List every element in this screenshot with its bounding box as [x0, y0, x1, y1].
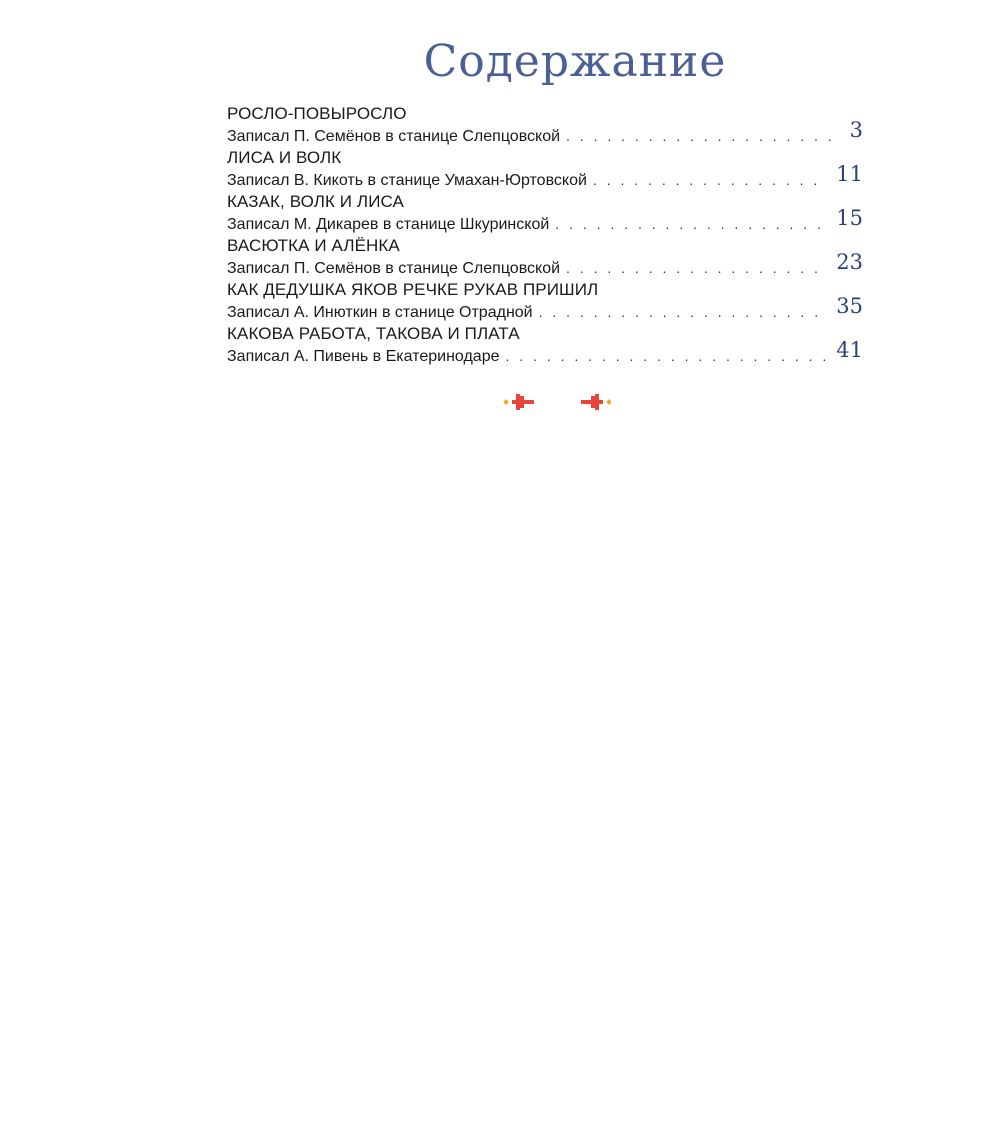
dot-leader	[506, 346, 827, 366]
entry-line	[227, 206, 863, 235]
toc-entry[interactable]	[227, 192, 863, 236]
ornament-right-icon	[581, 391, 611, 413]
entry-line	[227, 162, 863, 191]
entry-source: Записал П. Семёнов в станице Слепцовской	[227, 128, 561, 145]
entry-line	[227, 118, 863, 147]
dot-leader	[593, 170, 826, 190]
entry-source: Записал П. Семёнов в станице Слепцовской	[227, 260, 561, 277]
toc-entry[interactable]	[227, 148, 863, 192]
entry-title: РОСЛО-ПОВЫРОСЛО	[227, 104, 407, 123]
entry-page-number: 11	[836, 162, 863, 186]
ornament-left-icon	[504, 391, 534, 413]
entry-source: Записал А. Пивень в Екатеринодаре	[227, 348, 500, 365]
toc-entry[interactable]	[227, 236, 863, 280]
entry-source: Записал А. Инюткин в станице Отрадной	[227, 304, 533, 321]
dot-leader	[566, 258, 826, 278]
entry-page-number: 15	[836, 206, 863, 230]
page-title: Содержание	[423, 36, 727, 87]
entry-title: ВАСЮТКА И АЛЁНКА	[227, 236, 400, 255]
toc-entry[interactable]	[227, 324, 863, 368]
entry-title: КАКОВА РАБОТА, ТАКОВА И ПЛАТА	[227, 324, 520, 343]
entry-page-number: 23	[836, 250, 863, 274]
entry-title: ЛИСА И ВОЛК	[227, 148, 342, 167]
entry-title: КАЗАК, ВОЛК И ЛИСА	[227, 192, 404, 211]
dot-leader	[566, 126, 831, 146]
dot-leader	[555, 214, 826, 234]
entry-source: Записал М. Дикарев в станице Шкуринской	[227, 216, 550, 233]
dot-leader	[539, 302, 827, 322]
table-of-contents	[227, 104, 863, 368]
entry-line	[227, 250, 863, 279]
entry-page-number: 35	[836, 294, 863, 318]
entry-page-number: 41	[836, 338, 863, 362]
entry-page-number: 3	[849, 118, 863, 142]
entry-line	[227, 294, 863, 323]
entry-source: Записал В. Кикоть в станице Умахан-Юртовской	[227, 172, 587, 189]
toc-entry[interactable]	[227, 104, 863, 148]
toc-entry[interactable]	[227, 280, 863, 324]
entry-title: КАК ДЕДУШКА ЯКОВ РЕЧКЕ РУКАВ ПРИШИЛ	[227, 280, 599, 299]
entry-line	[227, 338, 863, 367]
